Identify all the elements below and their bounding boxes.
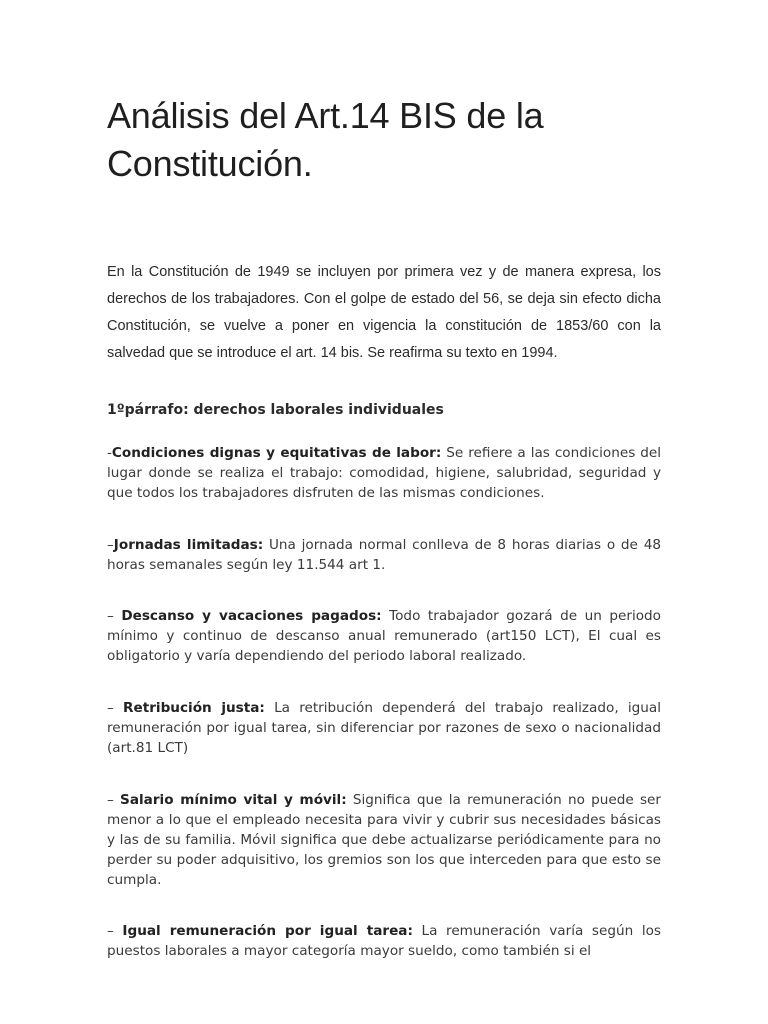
rights-item [107, 606, 661, 666]
item-term: Salario mínimo vital y móvil: [120, 792, 347, 808]
item-text: Una jornada normal conlleva de 8 horas diarias o de 48 horas semanales según ley 11.544 art 1. [107, 537, 661, 573]
item-prefix: – [107, 700, 124, 716]
rights-item [107, 921, 661, 961]
item-text: Se refiere a las condiciones del lugar donde se realiza el trabajo: comodidad, higiene, salubridad, seguridad y que todos los trabajadores disfruten de las mismas condiciones. [107, 445, 662, 501]
section-heading: 1ºpárrafo: derechos laborales individuales [107, 402, 444, 418]
item-prefix: - [107, 445, 112, 461]
rights-item [107, 790, 661, 890]
document-content [107, 92, 661, 961]
rights-item [107, 443, 661, 503]
item-text: Todo trabajador gozará de un periodo mínimo y continuo de descanso anual remunerado (art150 LCT), El cual es obligatorio y varía dependiendo del periodo laboral realizado. [107, 608, 661, 664]
item-term: Descanso y vacaciones pagados: [121, 608, 382, 624]
item-term: Jornadas limitadas: [113, 537, 264, 553]
item-text: La remuneración varía según los puestos laborales a mayor categoría mayor sueldo, como también si el [107, 923, 661, 959]
rights-item [107, 698, 661, 758]
item-text: Significa que la remuneración no puede ser menor a lo que el empleado necesita para vivir y cubrir sus necesidades básicas y las de su familia. Móvil significa que debe actualizarse periódicamente para no perder su poder adquisitivo, los gremios son los que interceden para que esto se cumpla. [107, 792, 661, 888]
document-title: Análisis del Art.14 BIS de la Constitución. [107, 95, 544, 184]
item-prefix: – [107, 792, 121, 808]
intro-paragraph: En la Constitución de 1949 se incluyen por primera vez y de manera expresa, los derechos de los trabajadores. Con el golpe de estado del 56, se deja sin efecto dicha Constitución, se vuelve a poner en vigencia la constitución de 1853/60 con la salvedad que se introduce el art. 14 bis. Se reafirma su texto en 1994. [107, 264, 661, 361]
item-term: Retribución justa: [123, 700, 265, 716]
item-prefix: – [107, 537, 114, 553]
item-prefix: – [107, 608, 122, 624]
item-term: Igual remuneración por igual tarea: [122, 923, 413, 939]
item-prefix: – [107, 923, 123, 939]
item-term: Condiciones dignas y equitativas de labor: [111, 445, 442, 461]
item-text: La retribución dependerá del trabajo realizado, igual remuneración por igual tarea, sin diferenciar por razones de sexo o nacionalidad (art.81 LCT) [107, 700, 661, 756]
rights-item [107, 535, 661, 575]
